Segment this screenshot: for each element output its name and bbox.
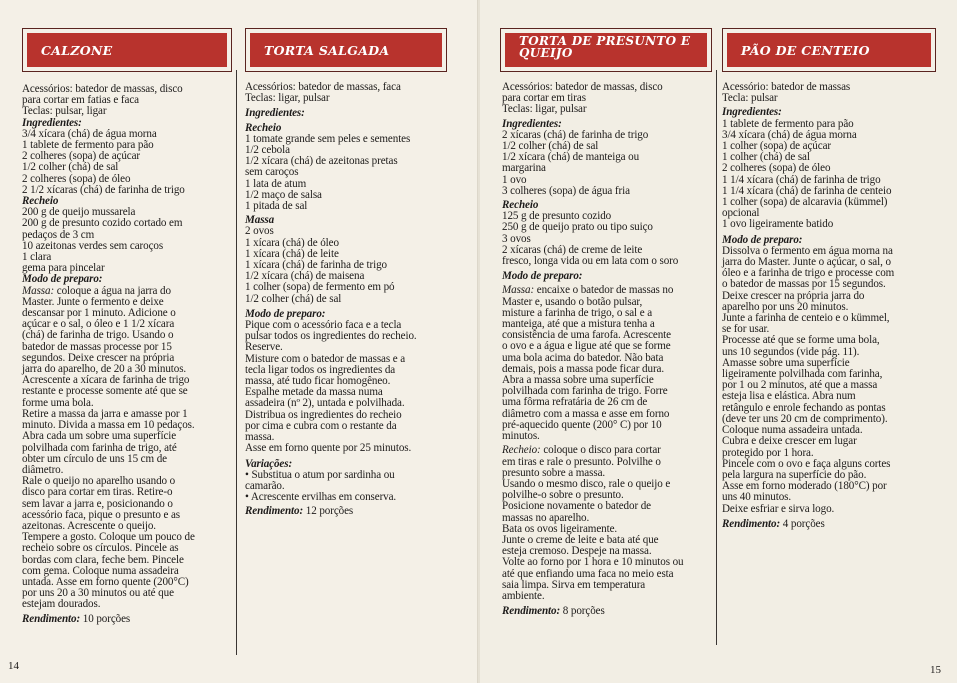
torta-presunto-intro: Acessórios: batedor de massas, disco para cortar em tiras Teclas: ligar, pulsar bbox=[502, 81, 663, 116]
page-number-left: 14 bbox=[8, 660, 19, 672]
torta-salgada-variations: • Substitua o atum por sardinha ou camarão. • Acrescente ervilhas em conserva. bbox=[245, 468, 397, 504]
torta-salgada-method: Pique com o acessório faca e a tecla pulsar todos os ingredientes do recheio. Reserve. Misture com o batedor de massas e a tecla ligar todos os ingredientes da massa, até tudo ficar homogêneo. Espalhe metade da massa numa assadeira (nº 2), untada e polvilhada. Distribua os ingredientes do recheio por cima e cubra com o restante da massa. Asse em forno quente por 25 minutos. bbox=[245, 319, 417, 455]
torta-salgada-dough: 2 ovos 1 xícara (chá) de óleo 1 xícara (chá) de leite 1 xícara (chá) de farinha de trigo 1/2 xícara (chá) de maisena 1 colher (sopa) de fermento em pó 1/2 colher (chá) de sal bbox=[245, 225, 395, 305]
torta-salgada-intro: Acessórios: batedor de massas, faca Teclas: ligar, pulsar bbox=[245, 81, 401, 105]
torta-presunto-ingredients: 2 xícaras (chá) de farinha de trigo 1/2 colher (chá) de sal 1/2 xícara (chá) de manteiga ou margarina 1 ovo 3 colheres (sopa) de água fria bbox=[502, 128, 649, 197]
calzone-filling: 200 g de queijo mussarela 200 g de presunto cozido cortado em pedaços de 3 cm 10 azeitonas verdes sem caroços 1 clara gema para pincelar bbox=[22, 206, 183, 275]
calzone-method-text: coloque a água na jarra do Master. Junte o fermento e deixe descansar por 1 minuto. Adicione o açúcar e o sal, o óleo e 1 1/2 xícara (chá) de farinha de trigo. Usando o batedor de massas processe por 15 segundos. Deixe crescer na própria jarra do aparelho, de 20 a 30 minutos. Acrescente a xícara de farinha de trigo restante e processe somente até que se forme uma bola. Retire a massa da jarra e amasse por 1 minuto. Divida a massa em 10 pedaços. Abra cada um sobre uma superfície polvilhada com farinha de trigo, até obter um círculo de uns 15 cm de diâmetro. Rale o queijo no aparelho usando o disco para cortar em tiras. Retire-o sem lavar a jarra e, posicionando o acessório faca, pique o presunto e as azeitonas. Acrescente o queijo. Tempere a gosto. Coloque um pouco de recheio sobre os círculos. Pincele as bordas com clara, feche bem. Pincele com gema. Coloque numa assadeira untada. Asse em forno quente (200°C) por uns 20 a 30 minutos ou até que estejam dourados. bbox=[22, 284, 195, 611]
torta-presunto-method-label: Massa: bbox=[502, 284, 535, 297]
torta-presunto-filling-method bbox=[502, 445, 714, 602]
pao-centeio-ingredients-heading: Ingredientes: bbox=[722, 106, 782, 119]
torta-salgada-filling-heading: Recheio bbox=[245, 121, 282, 134]
pao-centeio-yield-label: Rendimento: bbox=[722, 517, 781, 530]
torta-salgada-filling: 1 tomate grande sem peles e sementes 1/2 cebola 1/2 xícara (chá) de azeitonas pretas sem caroços 1 lata de atum 1/2 maço de salsa 1 pitada de sal bbox=[245, 132, 411, 213]
torta-presunto-title-line1: TORTA DE PRESUNTO E bbox=[519, 34, 691, 48]
pao-centeio-intro: Acessório: batedor de massas Tecla: pulsar bbox=[722, 81, 851, 105]
calzone-recipe bbox=[22, 84, 234, 625]
page-number-right: 15 bbox=[930, 664, 941, 676]
torta-presunto-filling: 125 g de presunto cozido 250 g de queijo prato ou tipo suiço 3 ovos 2 xícaras (chá) de creme de leite fresco, longa vida ou em lata com o soro bbox=[502, 210, 679, 268]
torta-presunto-title-line2: QUEIJO bbox=[519, 46, 573, 60]
torta-salgada-ingredients-heading: Ingredientes: bbox=[245, 107, 305, 120]
calzone-method-label: Massa: bbox=[22, 284, 55, 297]
pao-centeio-title: PÃO DE CENTEIO bbox=[727, 33, 931, 67]
calzone-banner bbox=[22, 28, 232, 72]
pao-centeio-yield-value: 4 porções bbox=[782, 517, 825, 530]
calzone-ingredients: 3/4 xícara (chá) de água morna 1 tablete de fermento para pão 2 colheres (sopa) de açúcar 1/2 colher (chá) de sal 2 colheres (sopa) de óleo 2 1/2 xícaras (chá) de farinha de trigo bbox=[22, 127, 185, 196]
torta-salgada-yield-value: 12 porções bbox=[305, 505, 354, 518]
torta-presunto-title bbox=[505, 33, 707, 67]
torta-salgada-recipe bbox=[245, 82, 460, 518]
torta-presunto-filling-method-label: Recheio: bbox=[502, 444, 541, 457]
torta-presunto-divider bbox=[716, 70, 717, 645]
pao-centeio-method-heading: Modo de preparo: bbox=[722, 233, 803, 246]
pao-centeio-recipe bbox=[722, 82, 934, 530]
torta-salgada-yield-label: Rendimento: bbox=[245, 505, 304, 518]
calzone-filling-heading: Recheio bbox=[22, 195, 59, 208]
torta-salgada-dough-heading: Massa bbox=[245, 214, 275, 227]
torta-salgada-title: TORTA SALGADA bbox=[250, 33, 442, 67]
torta-presunto-filling-method-text: coloque o disco para cortar em tiras e rale o presunto. Polvilhe o presunto sobre a massa. Usando o mesmo disco, rale o queijo e polvilhe-o sobre o presunto. Posicione novamente o batedor de massas no aparelho. Bata os ovos ligeiramente. Junte o creme de leite e bata até que esteja cremoso. Despeje na massa. Volte ao forno por 1 hora e 10 minutos ou até que enfiando uma faca no meio esta saia limpa. Sirva em temperatura ambiente. bbox=[502, 444, 684, 602]
torta-salgada-yield bbox=[245, 506, 460, 517]
torta-salgada-variations-heading: Variações: bbox=[245, 457, 293, 470]
torta-presunto-yield-label: Rendimento: bbox=[502, 605, 561, 618]
pao-centeio-ingredients: 1 tablete de fermento para pão 3/4 xícara (chá) de água morna 1 colher (sopa) de açúcar 1 colher (chá) de sal 2 colheres (sopa) de óleo 1 1/4 xícara (chá) de farinha de trigo 1 1/4 xícara (chá) de farinha de centeio 1 colher (sopa) de alcaravia (kümmel) opcional 1 ovo ligeiramente batido bbox=[722, 117, 892, 231]
calzone-yield bbox=[22, 614, 234, 625]
torta-presunto-method-heading: Modo de preparo: bbox=[502, 270, 583, 283]
torta-presunto-banner bbox=[500, 28, 712, 72]
calzone-intro: Acessórios: batedor de massas, disco para cortar em fatias e faca Teclas: pulsar, ligar bbox=[22, 83, 183, 118]
torta-presunto-method-text: encaixe o batedor de massas no Master e, usando o botão pulsar, misture a farinha de trigo, o sal e a manteiga, até que a mistura tenha a consistência de uma farofa. Acrescente o ovo e a água e ligue até que se forme uma bola acima do batedor. Não bata demais, pois a massa pode ficar dura. Abra a massa sobre uma superfície polvilhada com farinha de trigo. Forre uma fôrma refratária de 26 cm de diâmetro com a massa e asse em forno pré-aquecido quente (200° C) por 10 minutos. bbox=[502, 284, 674, 443]
pao-centeio-method: Dissolva o fermento em água morna na jarra do Master. Junte o açúcar, o sal, o óleo e a farinha de trigo e processe com o batedor de massas por 15 segundos. Deixe crescer na própria jarra do aparelho por uns 20 minutos. Junte a farinha de centeio e o kümmel, se for usar. Processe até que se forme uma bola, uns 10 segundos (vide pág. 11). Amasse sobre uma superfície ligeiramente polvilhada com farinha, por 1 ou 2 minutos, até que a massa esteja lisa e elástica. Abra num retângulo e enrole fechando as pontas (deve ter uns 20 cm de comprimento). Coloque numa assadeira untada. Cubra e deixe crescer em lugar protegido por 1 hora. Pincele com o ovo e faça alguns cortes pela largura na superfície do pão. Asse em forno moderado (180°C) por uns 40 minutos. Deixe esfriar e sirva logo. bbox=[722, 244, 895, 515]
calzone-method-heading: Modo de preparo: bbox=[22, 273, 103, 286]
torta-presunto-yield bbox=[502, 606, 714, 617]
calzone-method bbox=[22, 286, 234, 611]
calzone-divider bbox=[236, 70, 237, 655]
pao-centeio-yield bbox=[722, 519, 934, 530]
torta-presunto-recipe bbox=[502, 82, 714, 617]
torta-presunto-ingredients-heading: Ingredientes: bbox=[502, 117, 562, 130]
torta-salgada-method-heading: Modo de preparo: bbox=[245, 307, 326, 320]
torta-salgada-banner bbox=[245, 28, 447, 72]
calzone-yield-value: 10 porções bbox=[82, 612, 131, 625]
torta-presunto-filling-heading: Recheio bbox=[502, 199, 539, 212]
calzone-title: CALZONE bbox=[27, 33, 227, 67]
calzone-yield-label: Rendimento: bbox=[22, 612, 81, 625]
pao-centeio-banner bbox=[722, 28, 936, 72]
torta-presunto-method bbox=[502, 285, 714, 442]
torta-presunto-yield-value: 8 porções bbox=[562, 605, 605, 618]
calzone-ingredients-heading: Ingredientes: bbox=[22, 116, 82, 129]
